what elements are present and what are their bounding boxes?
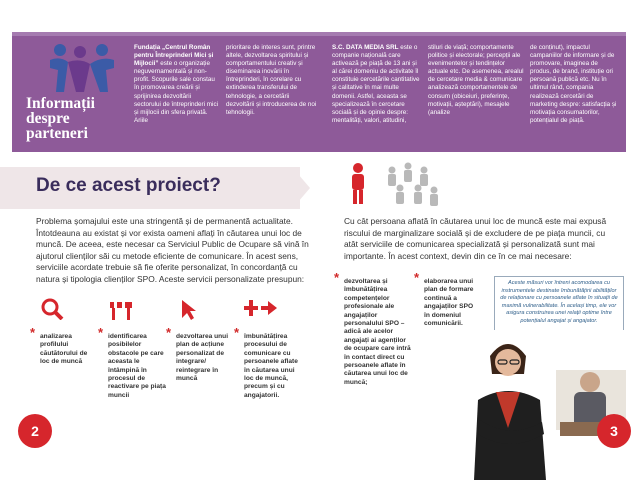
office-photo	[460, 330, 626, 480]
partner-text-col-3	[332, 44, 422, 125]
logo-line: parteneri	[26, 125, 88, 142]
need-item	[414, 270, 478, 328]
partner-name: Fundația „Centrul Român pentru Întreprinderi Mici și Mijlocii”	[134, 44, 214, 68]
magnifier-icon	[40, 298, 66, 320]
asterisk-icon: *	[234, 325, 240, 340]
service-label: dezvoltarea unui plan de acțiune personalizat de integrare/ reintegrare în muncă	[176, 333, 229, 383]
partners-logo	[26, 42, 134, 146]
logo-title	[26, 96, 136, 141]
logo-line: despre	[26, 110, 70, 127]
service-item	[168, 298, 234, 383]
service-item	[100, 298, 166, 400]
service-label: identificarea posibilelor obstacole pe care aceasta le întâmpină în procesul de reactivare pe piața muncii	[108, 333, 166, 399]
plus-arrow-icon	[244, 298, 278, 320]
service-item	[32, 298, 98, 367]
partner-text-col-1	[134, 44, 218, 125]
section-ribbon	[0, 167, 318, 209]
service-label: analizarea profilului căutătorului de loc de muncă	[40, 333, 88, 366]
service-label: îmbunătățirea procesului de comunicare cu persoanele aflate în căutarea unui loc de muncă, precum și cu angajatorii.	[244, 333, 298, 399]
partner-text-col-2	[226, 44, 318, 117]
people-network-icon	[346, 160, 442, 208]
partner-description: prioritare de interes sunt, printre altele, dezvoltarea spiritului și comportamentului creativ și diseminarea inovării în întreprinderi, în corelare cu extinderea transferului de tehnologie, a cercetării dezvoltării și introducerea de noi tehnologii.	[226, 44, 317, 116]
need-label: dezvoltarea și îmbunătățirea competențelor profesionale ale angajaților personalului SPO – adică ale acelor angajați ai agenților de ocupare care intră în contact direct cu persoanele aflate în căutarea unui loc de muncă;	[344, 278, 411, 386]
page-number-left: 2	[18, 414, 52, 448]
partner-description: de conținut), impactul campaniilor de informare și de promovare, imaginea de produs, de brand, instituție ori persoană publică etc. Nu în ultimul rând, compania realizează cercetări de marketing despre: satisfacția și motivația consumatorilor, potențialul de piață.	[530, 44, 617, 124]
partner-text-col-5	[530, 44, 620, 125]
ribbon-tip	[292, 167, 310, 209]
left-paragraph: Problema șomajului este una stringentă și de permanentă actualitate. Întotdeauna au existat și vor exista oameni aflați în căutarea unui loc de muncă. De aceea, este necesar ca Serviciul Public de Ocupare să vină în ajutorul clienților săi cu metode eficiente de comunicare. În acest sens, serviciile acordate trebuie să fie oferite personalizat, în concordanță cu natura și tipologia clienților SPO. Aceste servicii personalizate presupun:	[36, 216, 309, 284]
asterisk-icon: *	[98, 325, 104, 340]
asterisk-icon: *	[334, 270, 340, 285]
need-item	[334, 270, 412, 387]
page-number-right: 3	[597, 414, 631, 448]
service-item	[236, 298, 302, 400]
partner-description: stiluri de viață; comportamente politice și electorale; percepții ale evenimentelor și tendințelor actuale etc. De asemenea, arealul de cercetare media & comunicare analizează comportamentele de consum (obiceiuri, preferințe, motivații, așteptări), mesajele (analize	[428, 44, 524, 116]
partners-banner	[12, 32, 626, 152]
banner-stripe	[12, 32, 626, 36]
cursor-icon	[176, 298, 202, 320]
section-title: De ce acest proiect?	[36, 175, 221, 196]
right-paragraph: Cu cât persoana aflată în căutarea unui loc de muncă este mai expusă riscului de marginalizare socială și de excludere de pe piața muncii, cu atât serviciile de comunicarea specializată și personalizată sunt mai importante. În acest context, devin din ce în ce mai necesare:	[344, 216, 607, 261]
partner-description: este o companie națională care activează pe piață de 13 ani și al cărei domeniu de activitate îl constituie cercetările cantitative și calitative în mai multe domenii. Astfel, aceasta se specializează în cercetare socială și de opinie despre: mentalități, valori, atitudini,	[332, 44, 420, 124]
quote-text: Aceste măsuri vor întreni acomodarea cu instrumentele destinate îmbunătățirii abilităților de relaționare cu persoanele aflate în situații de maximă vulnerabilitate. În același timp, ele vor asigura construirea unei relații optime între potențialul angajat și angajator.	[500, 280, 618, 324]
people-logo-icon	[44, 42, 120, 94]
partner-text-col-4	[428, 44, 524, 117]
partner-description: este o organizație neguvernamentală și non-profit. Scopurile sale constau în promovarea creării și sprijinirea dezvoltării sectorului de întreprinderi mici și mijlocii din sfera privată. Ariile	[134, 60, 218, 124]
need-label: elaborarea unui plan de formare continuă a angajaților SPO în domeniul comunicării.	[424, 278, 474, 328]
asterisk-icon: *	[414, 270, 420, 285]
logo-line: Informații	[26, 95, 95, 112]
barrier-icon	[108, 298, 134, 320]
asterisk-icon: *	[166, 325, 172, 340]
partner-name: S.C. DATA MEDIA SRL	[332, 44, 399, 51]
asterisk-icon: *	[30, 325, 36, 340]
